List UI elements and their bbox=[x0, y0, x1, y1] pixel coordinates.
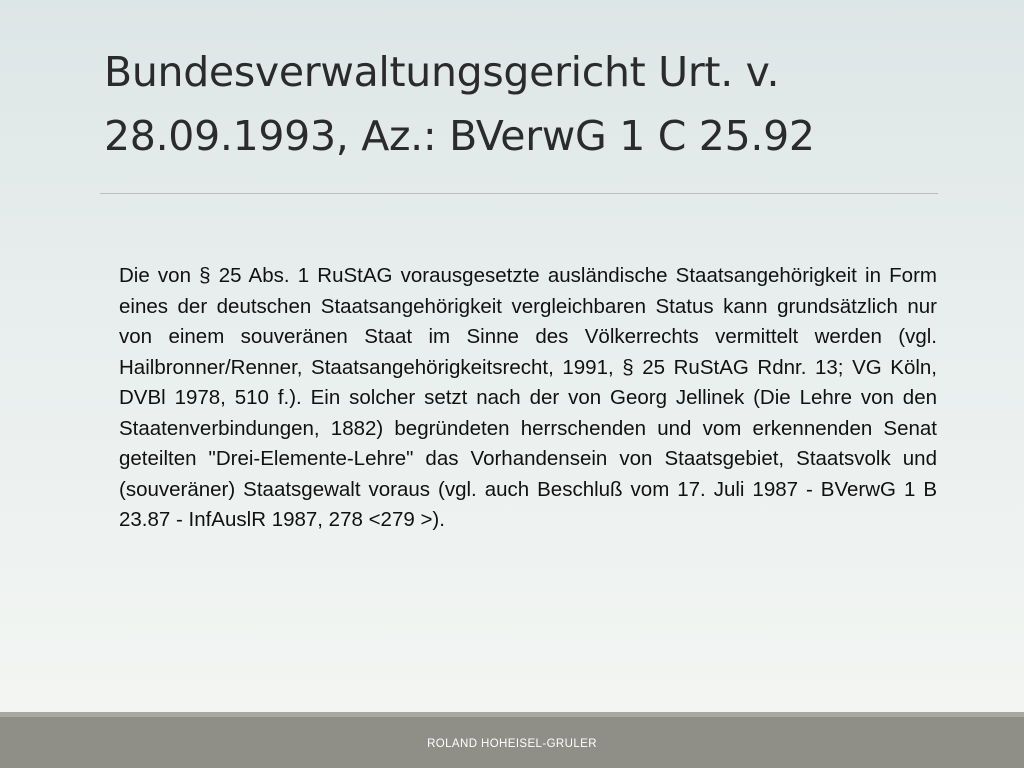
footer-author: ROLAND HOHEISEL-GRULER bbox=[427, 738, 597, 750]
slide-body-text: Die von § 25 Abs. 1 RuStAG vorausgesetzte ausländische Staatsangehörigkeit in Form eines der deutschen Staatsangehörigkeit vergleichbaren Status kann grundsätzlich nur von einem souveränen Staat im Sinne des Völkerrechts vermittelt werden (vgl. Hailbronner/Renner, Staatsangehörigkeitsrecht, 1991, § 25 RuStAG Rdnr. 13; VG Köln, DVBl 1978, 510 f.). Ein solcher setzt nach der von Georg Jellinek (Die Lehre von den Staatenverbindungen, 1882) begründeten herrschenden und vom erkennenden Senat geteilten "Drei-Elemente-Lehre" das Vorhandensein von Staatsgebiet, Staatsvolk und (souveräner) Staatsgewalt voraus (vgl. auch Beschluß vom 17. Juli 1987 - BVerwG 1 B 23.87 - InfAuslR 1987, 278 <279 >). bbox=[119, 264, 937, 531]
title-divider bbox=[100, 193, 938, 194]
slide-title: Bundesverwaltungsgericht Urt. v. 28.09.1993, Az.: BVerwG 1 C 25.92 bbox=[104, 48, 815, 160]
